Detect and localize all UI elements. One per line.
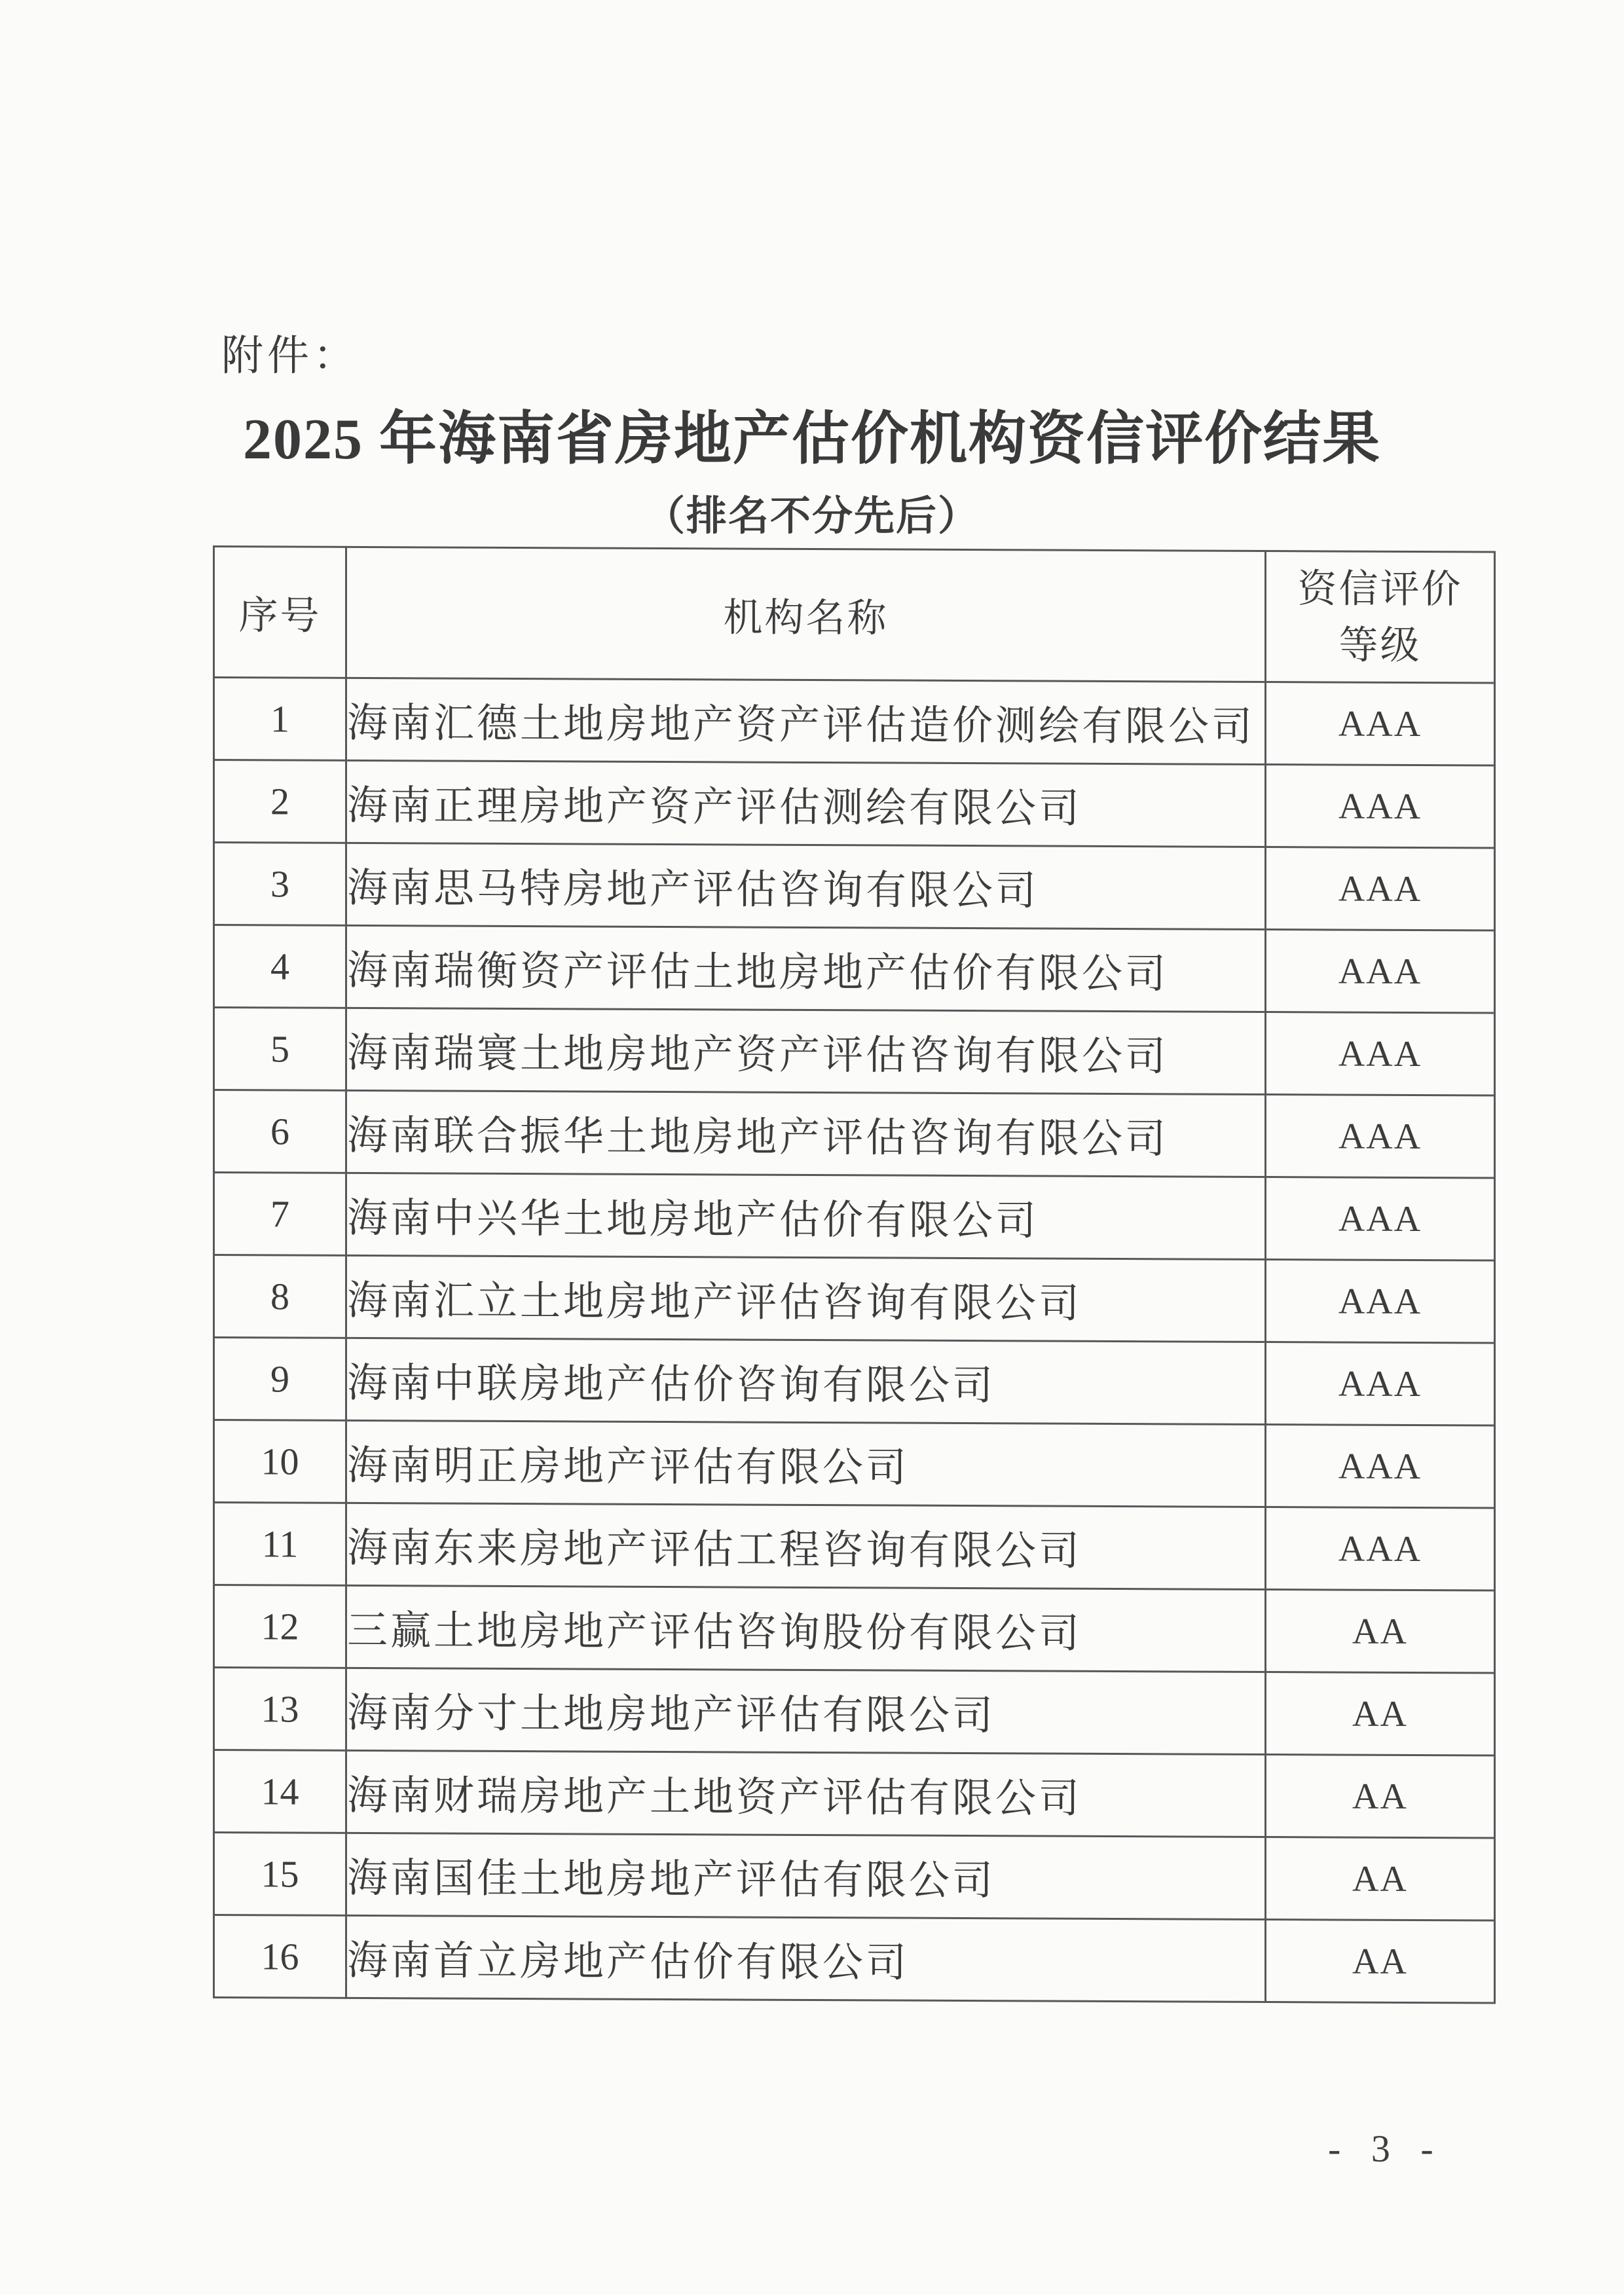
table-row — [214, 1503, 1495, 1591]
table-row — [214, 1255, 1495, 1344]
row-index-cell: 3 — [214, 843, 346, 926]
table-row — [214, 1173, 1495, 1261]
header-index: 序号 — [214, 547, 346, 678]
rating-cell: AAA — [1266, 1425, 1495, 1509]
table-row — [214, 1668, 1495, 1756]
rating-cell: AA — [1266, 1590, 1495, 1674]
row-index-cell: 9 — [214, 1338, 346, 1421]
rating-table — [213, 545, 1496, 2004]
rating-cell: AAA — [1266, 765, 1495, 849]
org-name-cell: 海南明正房地产评估有限公司 — [346, 1420, 1266, 1507]
header-org-name: 机构名称 — [346, 547, 1266, 682]
org-name-cell: 海南首立房地产估价有限公司 — [346, 1915, 1266, 2002]
row-index-cell: 15 — [214, 1833, 346, 1916]
org-name-cell: 海南分寸土地房地产评估有限公司 — [346, 1668, 1266, 1754]
org-name-cell: 三赢土地房地产评估咨询股份有限公司 — [346, 1585, 1266, 1672]
table-row — [214, 678, 1495, 766]
org-name-cell: 海南中联房地产估价咨询有限公司 — [346, 1338, 1266, 1424]
row-index-cell: 2 — [214, 760, 346, 843]
rating-cell: AAA — [1266, 682, 1495, 766]
rating-cell: AAA — [1266, 1012, 1495, 1096]
row-index-cell: 14 — [214, 1750, 346, 1833]
row-index-cell: 7 — [214, 1173, 346, 1256]
table-row — [214, 1915, 1495, 2004]
row-index-cell: 11 — [214, 1503, 346, 1586]
rating-cell: AAA — [1266, 1177, 1495, 1261]
org-name-cell: 海南国佳土地房地产评估有限公司 — [346, 1833, 1266, 1919]
rating-cell: AAA — [1266, 1507, 1495, 1591]
org-name-cell: 海南中兴华土地房地产估价有限公司 — [346, 1173, 1266, 1259]
page-subtitle: （排名不分先后） — [644, 494, 980, 539]
row-index-cell: 1 — [214, 678, 346, 761]
org-name-cell: 海南汇立土地房地产评估咨询有限公司 — [346, 1255, 1266, 1342]
rating-cell: AA — [1266, 1672, 1495, 1756]
table-row — [214, 925, 1495, 1014]
table-header-row — [214, 547, 1495, 684]
row-index-cell: 13 — [214, 1668, 346, 1751]
org-name-cell: 海南财瑞房地产土地资产评估有限公司 — [346, 1750, 1266, 1837]
page-title: 2025 年海南省房地产估价机构资信评价结果 — [242, 408, 1381, 471]
table-row — [214, 1750, 1495, 1839]
row-index-cell: 4 — [214, 925, 346, 1008]
table-row — [214, 1338, 1495, 1426]
rating-cell: AAA — [1266, 847, 1495, 931]
org-name-cell: 海南瑞寰土地房地产资产评估咨询有限公司 — [346, 1008, 1266, 1094]
table-row — [214, 843, 1495, 931]
org-name-cell: 海南正理房地产资产评估测绘有限公司 — [346, 760, 1266, 847]
org-name-cell: 海南联合振华土地房地产评估咨询有限公司 — [346, 1090, 1266, 1177]
org-name-cell: 海南东来房地产评估工程咨询有限公司 — [346, 1503, 1266, 1589]
rating-cell: AAA — [1266, 930, 1495, 1014]
org-name-cell: 海南汇德土地房地产资产评估造价测绘有限公司 — [346, 678, 1266, 764]
table-row — [214, 1833, 1495, 1921]
attachment-label: 附件： — [221, 333, 359, 379]
org-name-cell: 海南思马特房地产评估咨询有限公司 — [346, 843, 1266, 929]
row-index-cell: 8 — [214, 1255, 346, 1338]
table-row — [214, 1008, 1495, 1096]
header-rating-line2: 等级 — [1338, 623, 1422, 667]
header-rating — [1266, 551, 1495, 684]
rating-cell: AA — [1266, 1920, 1495, 2004]
table-row — [214, 1420, 1495, 1509]
rating-cell: AA — [1266, 1837, 1495, 1921]
page-number: - 3 - — [1328, 2127, 1444, 2170]
rating-cell: AA — [1266, 1755, 1495, 1839]
row-index-cell: 10 — [214, 1420, 346, 1503]
row-index-cell: 6 — [214, 1090, 346, 1173]
table-row — [214, 1585, 1495, 1674]
row-index-cell: 5 — [214, 1008, 346, 1091]
rating-cell: AAA — [1266, 1342, 1495, 1426]
rating-cell: AAA — [1266, 1260, 1495, 1344]
row-index-cell: 16 — [214, 1915, 346, 1998]
row-index-cell: 12 — [214, 1585, 346, 1668]
rating-cell: AAA — [1266, 1095, 1495, 1179]
header-rating-line1: 资信评价 — [1297, 566, 1463, 611]
org-name-cell: 海南瑞衡资产评估土地房地产估价有限公司 — [346, 925, 1266, 1012]
table-row — [214, 760, 1495, 849]
table-row — [214, 1090, 1495, 1179]
